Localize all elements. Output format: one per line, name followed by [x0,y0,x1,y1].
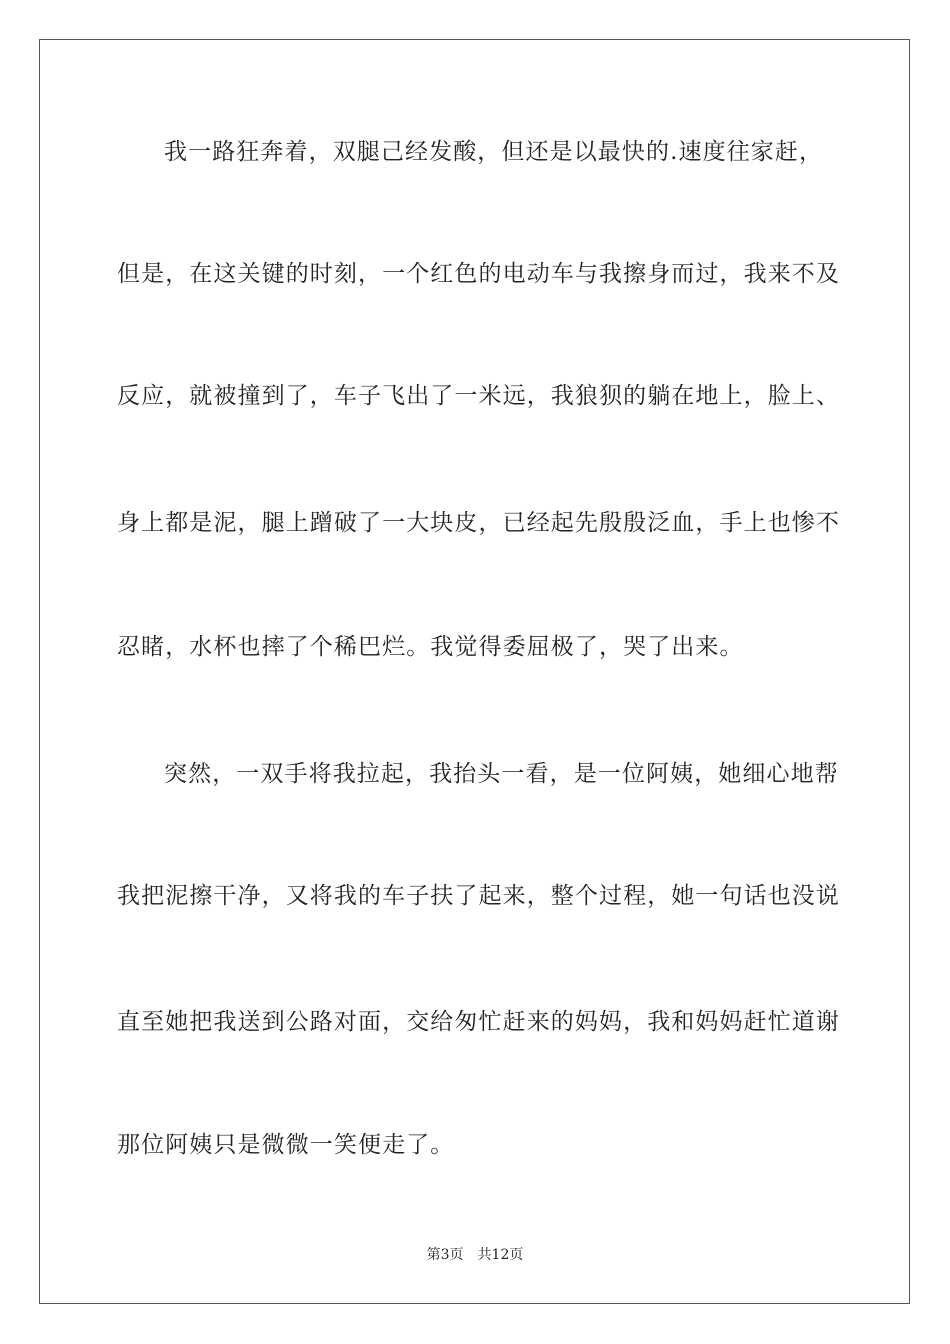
paragraph-1-line-2: 但是，在这关键的时刻，一个红色的电动车与我擦身而过，我来不及 [117,261,840,287]
paragraph-1-line-4: 身上都是泥，腿上蹭破了一大块皮，已经起先殷殷泛血，手上也惨不 [117,510,840,536]
page-number: 第3页 [426,1247,464,1263]
page-total: 共12页 [477,1247,524,1263]
paragraph-2-line-4: 那位阿姨只是微微一笑便走了。 [117,1132,455,1158]
paragraph-2-line-2: 我把泥擦干净，又将我的车子扶了起来，整个过程，她一句话也没说 [117,883,840,909]
page-footer [0,1246,950,1264]
paragraph-1-line-1: 我一路狂奔着，双腿己经发酸，但还是以最快的.速度往家赶， [164,139,824,165]
page-border [39,39,910,1304]
paragraph-1-line-3: 反应，就被撞到了，车子飞出了一米远，我狼狈的躺在地上，脸上、 [117,383,840,409]
paragraph-2-line-3: 直至她把我送到公路对面，交给匆忙赶来的妈妈，我和妈妈赶忙道谢 [117,1009,840,1035]
paragraph-1-line-5: 忍睹，水杯也摔了个稀巴烂。我觉得委屈极了，哭了出来。 [117,634,744,660]
paragraph-2-line-1: 突然，一双手将我拉起，我抬头一看，是一位阿姨，她细心地帮 [164,761,839,787]
